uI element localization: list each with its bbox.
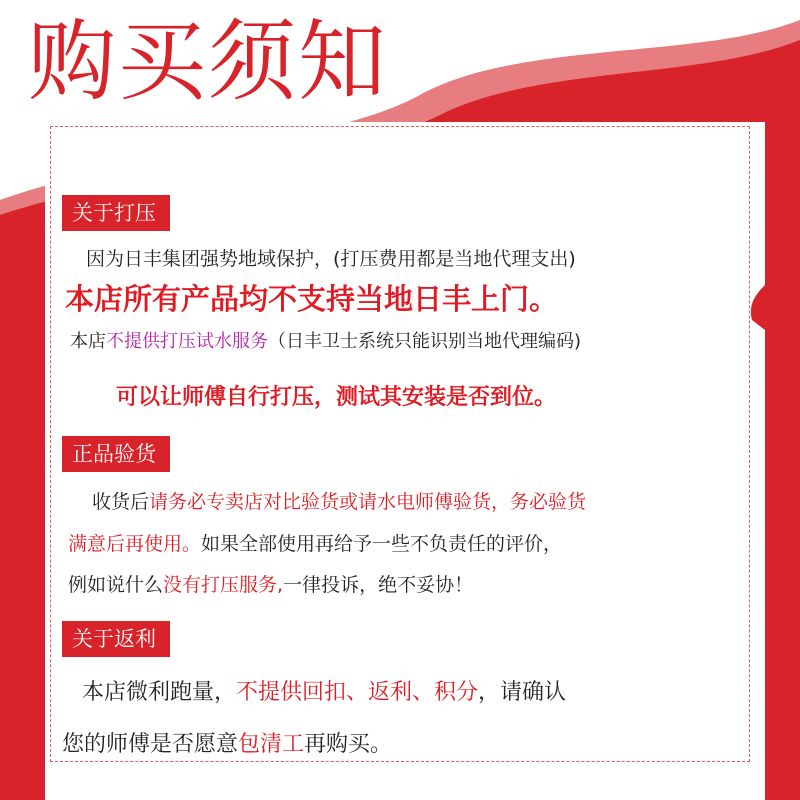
pressure-note-3 — [70, 329, 581, 355]
check-note-3a: 例如说什么 — [68, 574, 164, 596]
pressure-note-3c: （日丰卫士系统只能识别当地代理编码) — [268, 331, 582, 352]
check-note-2b: 如果全部使用再给予一些不负责任的评价， — [201, 533, 563, 555]
pressure-note-3b: 不提供打压试水服务 — [106, 331, 268, 352]
pressure-note-4: 可以让师傅自行打压，测试其安装是否到位。 — [116, 385, 557, 410]
pressure-note-3a: 本店 — [70, 331, 106, 352]
check-note-1 — [92, 488, 586, 516]
check-note-3b: 没有打压服务, — [163, 574, 284, 596]
rebate-note-2 — [62, 730, 392, 760]
rebate-note-2a: 您的师傅是否愿意 — [62, 732, 239, 757]
rebate-note-2c: 再购买。 — [304, 732, 393, 757]
check-note-3c: 一律投诉，绝不妥协！ — [283, 574, 474, 596]
rebate-note-2b: 包清工 — [238, 732, 305, 757]
section-label-authentic-check: 正品验货 — [62, 436, 170, 472]
section-label-pressure-test: 关于打压 — [62, 195, 170, 231]
pressure-note-2: 本店所有产品均不支持当地日丰上门。 — [65, 282, 559, 316]
check-note-3 — [68, 571, 473, 599]
page-title: 购买须知 — [28, 10, 389, 113]
rebate-note-1c: ，请确认 — [478, 680, 567, 705]
check-note-1b: 请务必专卖店对比验货或请水电师傅验货，务必验货 — [149, 491, 587, 513]
check-note-2a: 满意后再使用。 — [68, 533, 202, 555]
pressure-note-1: 因为日丰集团强势地域保护，(打压费用都是当地代理支出) — [86, 248, 576, 270]
check-note-2 — [68, 530, 562, 558]
rebate-note-1 — [82, 678, 566, 708]
section-label-rebate: 关于返利 — [62, 621, 170, 657]
rebate-note-1b: 不提供回扣、返利、积分 — [236, 680, 479, 705]
check-note-1a: 收货后 — [92, 491, 150, 513]
rebate-note-1a: 本店微利跑量， — [82, 680, 237, 705]
